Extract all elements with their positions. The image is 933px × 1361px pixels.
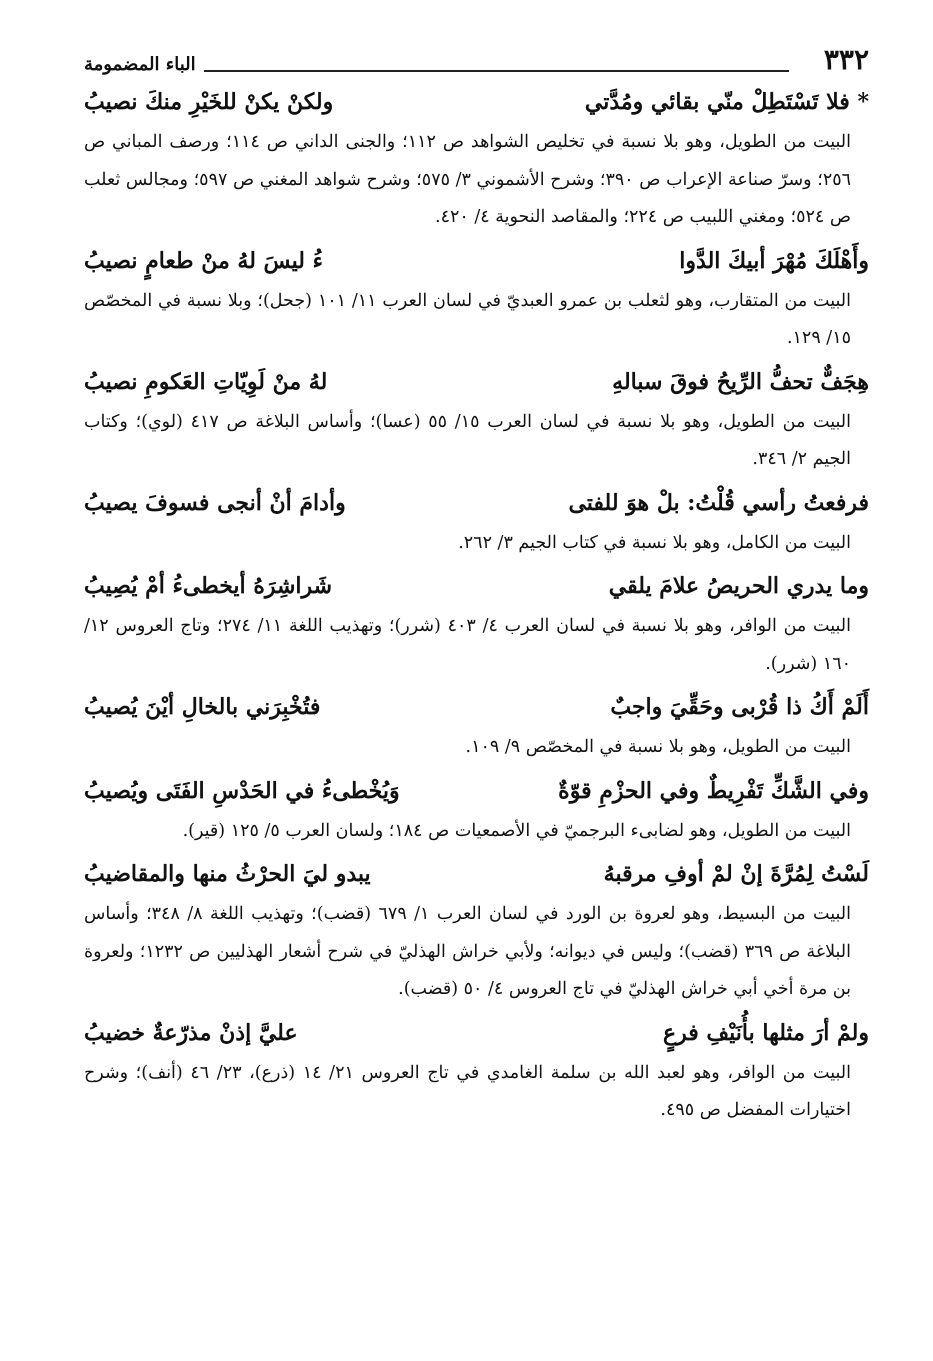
verse-entry <box>84 483 869 563</box>
first-hemistich: وما يدري الحريصُ علامَ يلقي <box>608 573 869 599</box>
verse-note: البيت من الوافر، وهو لعبد الله بن سلمة الغامدي في تاج العروس ٢١/ ١٤ (ذرع)، ٢٣/ ٤٦ (أنف)؛ وشرح اختيارات المفضل ص ٤٩٥. <box>84 1062 851 1120</box>
second-hemistich: عليَّ إذنْ مذرّعةٌ خضيبُ <box>84 1019 298 1046</box>
first-hemistich: ولمْ أرَ مثلها بأُنَيْفِ فرعٍ <box>662 1019 869 1046</box>
second-hemistich: شَراشِرَهُ أيخطىءُ أمْ يُصِيبُ <box>84 573 333 599</box>
verse-entry <box>84 854 869 1009</box>
verse-entry <box>84 362 869 479</box>
verse-entry <box>84 687 869 767</box>
first-hemistich: فرفعتُ رأسي قُلْتُ: بلْ هوَ للفتى <box>568 489 869 516</box>
chapter-title: الباء المضمومة <box>84 54 196 75</box>
verse-line <box>84 771 869 813</box>
verse-entry <box>84 82 869 237</box>
verse-line <box>84 1013 869 1055</box>
verse-line <box>84 854 869 896</box>
second-hemistich: لهُ منْ لَوِيّاتِ العَكومِ نصيبُ <box>84 368 328 395</box>
second-hemistich: وأدامَ أنْ أنجى فسوفَ يصيبُ <box>84 489 346 516</box>
verse-note: البيت من الطويل، وهو بلا نسبة في المخصّص ٩/ ١٠٩. <box>465 737 851 757</box>
verse-note: البيت من المتقارب، وهو لثعلب بن عمرو العبديّ في لسان العرب ١١/ ١٠١ (جحل)؛ وبلا نسبة في المخصّص ١٥/ ١٢٩. <box>84 290 851 348</box>
verse-line <box>84 566 869 608</box>
verse-line <box>84 362 869 404</box>
first-hemistich: وفي الشَّكِّ تَفْرِيطٌ وفي الحزْمِ قوّةٌ <box>558 777 869 804</box>
verse-note: البيت من الوافر، وهو بلا نسبة في لسان العرب ٤/ ٤٠٣ (شرر)؛ وتهذيب اللغة ١١/ ٢٧٤؛ وتاج العروس ١٢/ ١٦٠ (شرر). <box>84 616 851 674</box>
verse-note: البيت من الطويل، وهو بلا نسبة في لسان العرب ١٥/ ٥٥ (عسا)؛ وأساس البلاغة ص ٤١٧ (لوي)؛ وكتاب الجيم ٢/ ٣٤٦. <box>84 411 851 469</box>
verse-note: البيت من الطويل، وهو لضابىء البرجميّ في الأصمعيات ص ١٨٤؛ ولسان العرب ٥/ ١٢٥ (قير). <box>182 820 851 841</box>
page-number: ٣٣٢ <box>823 43 869 76</box>
second-hemistich: يبدو ليَ الحرْثُ منها والمقاضيبُ <box>84 861 371 887</box>
verse-line <box>84 241 869 283</box>
verse-note: البيت من البسيط، وهو لعروة بن الورد في لسان العرب ١/ ٦٧٩ (قضب)؛ وتهذيب اللغة ٨/ ٣٤٨؛ وأساس البلاغة ص ٣٦٩ (قضب)؛ وليس في ديوانه؛ ولأبي خراش الهذليّ في شرح أشعار الهذليين ص ١٢٣٢؛ ولعروة بن مرة أخي أبي خراش الهذليّ في تاج العروس ٤/ ٥٠ (قضب). <box>84 904 851 999</box>
header-rule <box>204 70 789 72</box>
verse-note: البيت من الكامل، وهو بلا نسبة في كتاب الجيم ٣/ ٢٦٢. <box>458 532 851 553</box>
verse-entry <box>84 771 869 851</box>
verse-entry <box>84 241 869 358</box>
first-hemistich: هِجَفٌّ تحفُّ الرِّيحُ فوقَ سبالهِ <box>612 368 869 395</box>
verse-line <box>84 82 869 124</box>
first-hemistich: لَسْتُ لِمُرَّةَ إنْ لمْ أوفِ مرقبهُ <box>603 861 869 887</box>
second-hemistich: وَيُخْطىءُ في الحَدْسِ الفَتَى ويُصيبُ <box>84 777 400 804</box>
verse-line <box>84 483 869 525</box>
verse-note: البيت من الطويل، وهو بلا نسبة في تخليص الشواهد ص ١١٢؛ والجنى الداني ص ١١٤؛ ورصف المباني ص ٢٥٦؛ وسرّ صناعة الإعراب ص ٣٩٠؛ وشرح الأشموني ٣/ ٥٧٥؛ وشرح شواهد المغني ص ٥٩٧؛ ومجالس ثعلب ص ٥٢٤؛ ومغني اللبيب ص ٢٢٤؛ والمقاصد النحوية ٤/ ٤٢٠. <box>84 132 852 227</box>
second-hemistich: ولكنْ يكنْ للخَيْرِ منكَ نصيبُ <box>84 89 334 115</box>
verse-line <box>84 687 869 729</box>
second-hemistich: فتُخْبِرَني بالخالِ أيْنَ يُصيبُ <box>84 694 321 720</box>
second-hemistich: ءُ ليسَ لهُ منْ طعامٍ نصيبُ <box>84 247 323 274</box>
running-header <box>84 42 869 82</box>
verse-entry <box>84 1013 869 1130</box>
first-hemistich: * فلا تَسْتَطِلْ منّي بقائي ومُدَّتي <box>584 89 869 115</box>
first-hemistich: وأَهْلَكَ مُهْرَ أبيكَ الدَّوا <box>679 247 869 274</box>
first-hemistich: أَلَمْ أَكُ ذا قُرْبى وحَقِّيَ واجبٌ <box>610 694 869 720</box>
verse-entries <box>84 82 869 1130</box>
verse-entry <box>84 566 869 683</box>
